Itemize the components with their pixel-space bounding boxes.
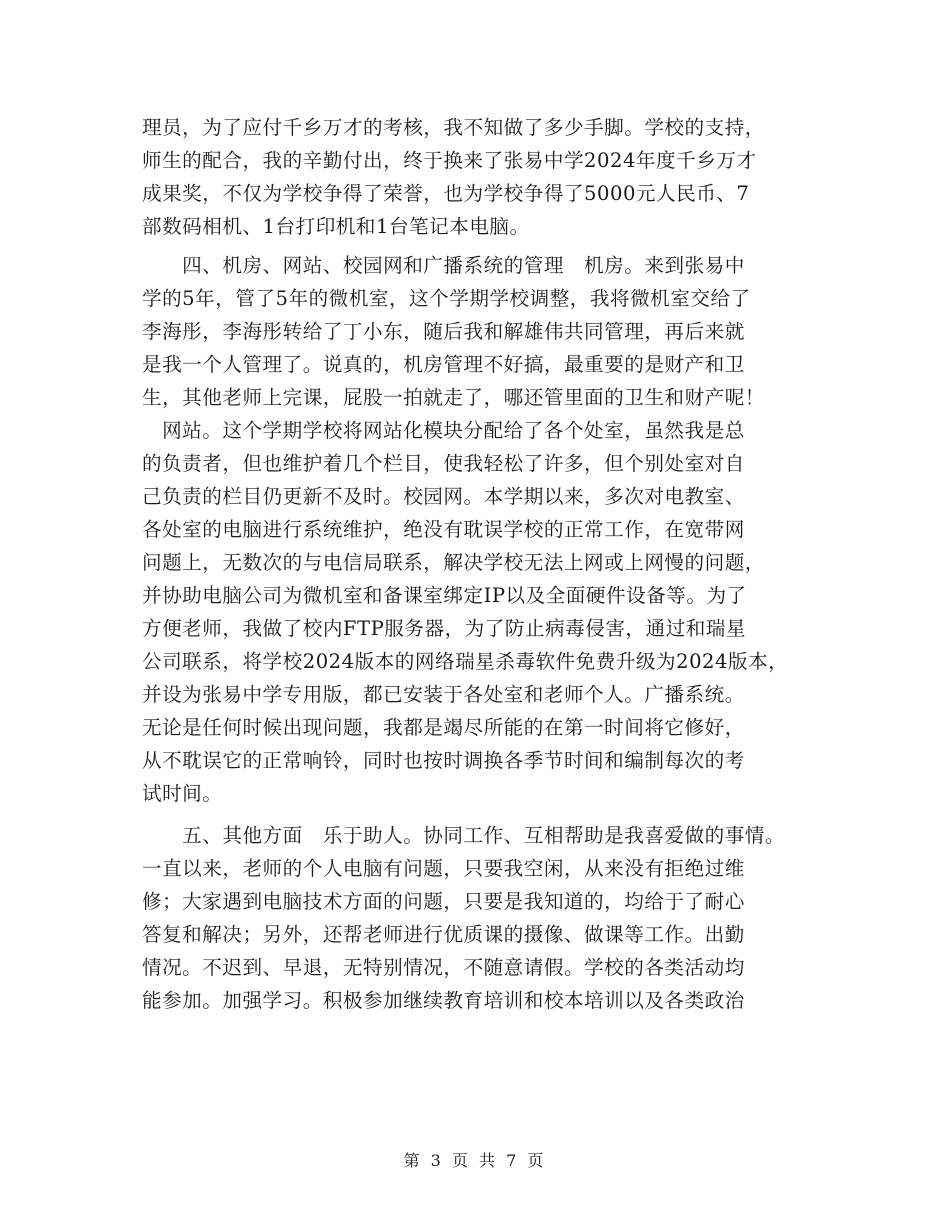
- page-number-footer: 第 3 页 共 7 页: [403, 1151, 547, 1170]
- text-line: 学的5年，管了5年的微机室，这个学期学校调整，我将微机室交给了: [142, 287, 751, 310]
- text-line: 修；大家遇到电脑技术方面的问题，只要是我知道的，均给于了耐心: [142, 890, 745, 913]
- text-line: 网站。这个学期学校将网站化模块分配给了各个处室，虽然我是总: [142, 419, 745, 442]
- text-line: 方便老师，我做了校内FTP服务器，为了防止病毒侵害，通过和瑞星: [142, 617, 746, 640]
- text-line: 的负责者，但也维护着几个栏目，使我轻松了许多，但个别处室对自: [142, 452, 745, 475]
- text-line: 无论是任何时候出现问题，我都是竭尽所能的在第一时间将它修好，: [142, 716, 745, 739]
- text-line: 情况。不迟到、早退，无特别情况，不随意请假。学校的各类活动均: [142, 956, 745, 979]
- text-line: 并协助电脑公司为微机室和备课室绑定IP以及全面硬件设备等。为了: [142, 584, 747, 607]
- text-line: 答复和解决；另外，还帮老师进行优质课的摄像、做课等工作。出勤: [142, 923, 745, 946]
- text-line: 一直以来，老师的个人电脑有问题，只要我空闲，从来没有拒绝过维: [142, 857, 745, 880]
- section-heading-line: 四、机房、网站、校园网和广播系统的管理 机房。来到张易中: [142, 254, 745, 277]
- text-line: 问题上，无数次的与电信局联系，解决学校无法上网或上网慢的问题，: [142, 551, 765, 574]
- text-line: 理员，为了应付千乡万才的考核，我不知做了多少手脚。学校的支持，: [142, 116, 765, 139]
- section-heading-line: 五、其他方面 乐于助人。协同工作、互相帮助是我喜爱做的事情。: [142, 824, 785, 847]
- text-line: 能参加。加强学习。积极参加继续教育培训和校本培训以及各类政治: [142, 989, 745, 1012]
- text-line: 李海彤，李海彤转给了丁小东，随后我和解雄伟共同管理，再后来就: [142, 320, 745, 343]
- text-line: 并设为张易中学专用版，都已安装于各处室和老师个人。广播系统。: [142, 683, 745, 706]
- text-line: 各处室的电脑进行系统维护，绝没有耽误学校的正常工作，在宽带网: [142, 518, 745, 541]
- text-line: 己负责的栏目仍更新不及时。校园网。本学期以来，多次对电教室、: [142, 485, 745, 508]
- text-line: 部数码相机、1台打印机和1台笔记本电脑。: [142, 215, 530, 238]
- text-line: 试时间。: [142, 782, 223, 805]
- text-line: 成果奖，不仅为学校争得了荣誉，也为学校争得了5000元人民币、7: [142, 182, 750, 205]
- text-line: 师生的配合，我的辛勤付出，终于换来了张易中学2024年度千乡万才: [142, 149, 757, 172]
- text-line: 从不耽误它的正常响铃，同时也按时调换各季节时间和编制每次的考: [142, 749, 745, 772]
- text-line: 是我一个人管理了。说真的，机房管理不好搞，最重要的是财产和卫: [142, 353, 745, 376]
- text-line: 生，其他老师上完课，屁股一拍就走了，哪还管里面的卫生和财产呢！: [142, 386, 765, 409]
- text-line: 公司联系，将学校2024版本的网络瑞星杀毒软件免费升级为2024版本，: [142, 650, 789, 673]
